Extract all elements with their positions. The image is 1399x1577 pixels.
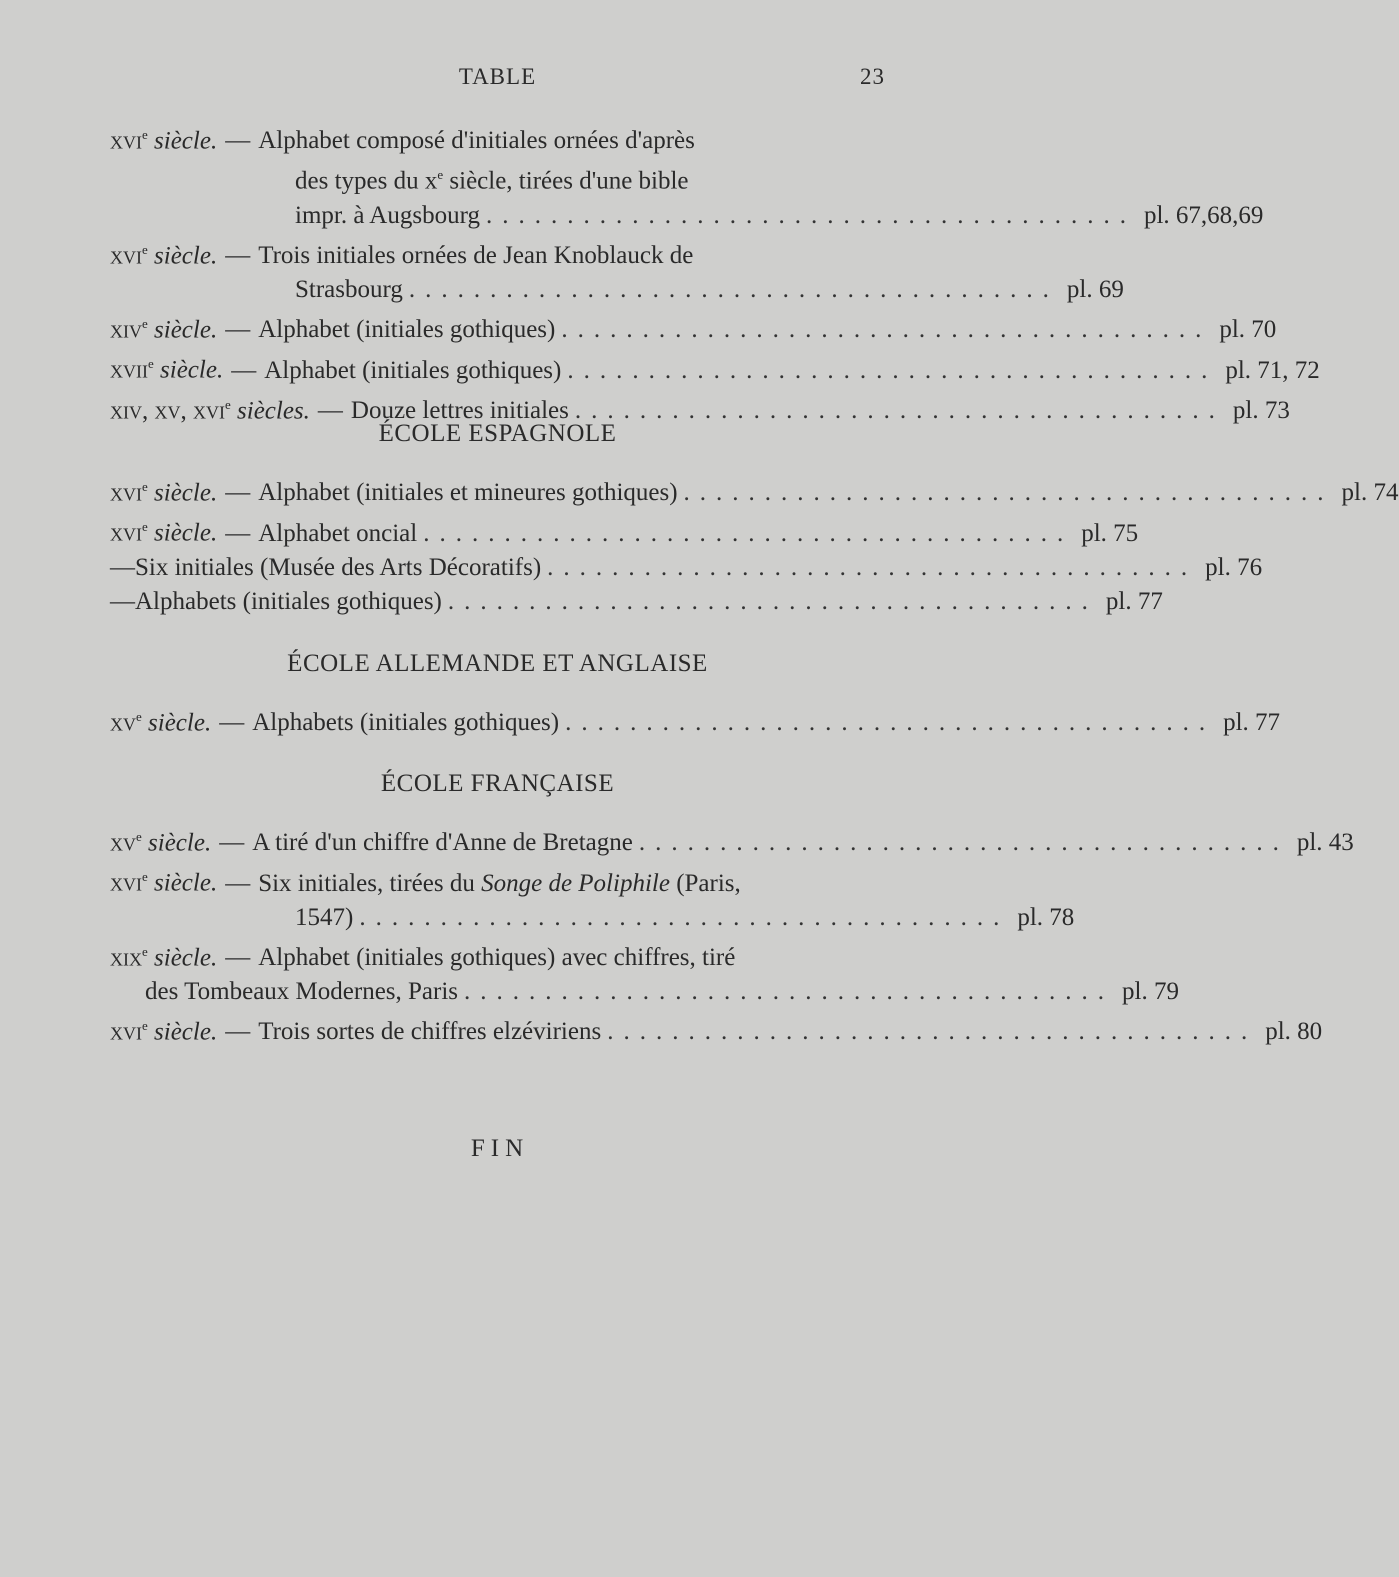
- century: xv: [110, 829, 136, 857]
- century: xvi: [110, 519, 142, 547]
- entry-text: Alphabet (initiales gothiques) avec chiffres, tiré: [258, 943, 736, 971]
- toc-entry: [110, 1009, 1323, 1049]
- century-sup: e: [142, 1017, 148, 1033]
- century: xvi: [110, 127, 142, 155]
- entry-text: Strasbourg: [295, 275, 403, 303]
- toc-entry: [110, 510, 1139, 550]
- century-sup: e: [148, 356, 154, 372]
- leader-dots: ........................................: [574, 396, 1225, 424]
- leader-dots: ........................................: [565, 709, 1216, 737]
- leader-dots: ........................................: [607, 1018, 1258, 1046]
- leader-dots: ........................................: [683, 479, 1334, 507]
- toc-entry: [110, 307, 1277, 347]
- em-dash: —: [225, 1018, 251, 1046]
- siecle-label: siècle.: [154, 943, 218, 971]
- toc-entry: [110, 233, 1124, 307]
- entry-text: Alphabet (initiales gothiques): [258, 316, 556, 344]
- em-dash: —: [225, 127, 251, 155]
- leader-dots: ........................................: [547, 553, 1198, 581]
- em-dash: —: [225, 519, 251, 547]
- century: xix: [110, 943, 142, 971]
- leader-dots: ........................................: [638, 829, 1289, 857]
- siecle-label: siècle.: [154, 1018, 218, 1046]
- em-dash: —: [219, 829, 245, 857]
- plate-ref: pl. 73: [1232, 396, 1290, 424]
- century: xiv, xv, xvi: [110, 396, 225, 424]
- book-title: Songe de Poliphile: [481, 869, 670, 897]
- ditto-dash: —: [110, 553, 135, 581]
- plate-ref: pl. 69: [1066, 275, 1124, 303]
- plate-ref: pl. 70: [1219, 316, 1277, 344]
- toc-entry: [110, 935, 1179, 1009]
- leader-dots: ........................................: [359, 903, 1010, 931]
- toc-entry: [110, 820, 1354, 860]
- plate-ref: pl. 74: [1341, 479, 1399, 507]
- entry-text: Alphabet composé d'initiales ornées d'après: [258, 127, 695, 155]
- century: xvii: [110, 356, 148, 384]
- toc-entry: [110, 347, 1320, 387]
- entry-text: des Tombeaux Modernes, Paris: [145, 977, 459, 1005]
- entry-text: Alphabets (initiales gothiques): [135, 587, 442, 615]
- page-number: 23: [860, 64, 885, 89]
- siecle-label: siècle.: [148, 709, 212, 737]
- page-header: [110, 64, 885, 94]
- ditto-dash: —: [110, 587, 135, 615]
- entry-text: des types du $x^e$ siècle, tirées d'une bible: [295, 167, 689, 195]
- entry-text: A tiré d'un chiffre d'Anne de Bretagne: [252, 829, 633, 857]
- entry-text: Alphabet (initiales et mineures gothiques): [258, 479, 678, 507]
- entry-text: Alphabet (initiales gothiques): [264, 356, 562, 384]
- em-dash: —: [225, 316, 251, 344]
- section-heading: ÉCOLE ALLEMANDE ET ANGLAISE: [287, 650, 708, 677]
- toc-entry: [110, 700, 1281, 740]
- entry-text: Alphabet oncial: [258, 519, 418, 547]
- toc-entry: [110, 118, 1264, 233]
- section-heading: ÉCOLE ESPAGNOLE: [378, 420, 617, 447]
- fin-label: FIN: [470, 1135, 530, 1162]
- siecle-label: siècle.: [160, 356, 224, 384]
- century-sup: e: [142, 519, 148, 535]
- siecle-label: siècles.: [237, 396, 310, 424]
- century-sup: e: [136, 829, 142, 844]
- leader-dots: ........................................: [567, 356, 1218, 384]
- century: xiv: [110, 316, 142, 344]
- plate-ref: pl. 77: [1223, 709, 1281, 737]
- entry-text: Alphabets (initiales gothiques): [252, 709, 560, 737]
- century-sup: e: [142, 127, 148, 142]
- plate-ref: pl. 78: [1017, 903, 1075, 931]
- siecle-label: siècle.: [154, 519, 218, 547]
- century-sup: e: [142, 943, 148, 959]
- century-sup: e: [142, 479, 148, 494]
- em-dash: —: [225, 241, 251, 269]
- leader-dots: ........................................: [464, 977, 1115, 1005]
- siecle-label: siècle.: [148, 829, 212, 857]
- section-continued: [110, 118, 1320, 428]
- plate-ref: pl. 75: [1081, 519, 1139, 547]
- em-dash: —: [317, 396, 343, 424]
- section-francaise: [110, 770, 1354, 1049]
- siecle-label: siècle.: [154, 479, 218, 507]
- siecle-label: siècle.: [154, 127, 218, 155]
- century-sup: e: [142, 241, 148, 257]
- toc-entry: [110, 860, 1075, 934]
- toc-entry: [110, 551, 1263, 585]
- century-sup: e: [142, 315, 148, 331]
- plate-ref: pl. 79: [1122, 977, 1179, 1005]
- section-allemande-anglaise: [110, 650, 1281, 740]
- century-sup: e: [142, 869, 148, 885]
- siecle-label: siècle.: [154, 869, 218, 897]
- section-heading: ÉCOLE FRANÇAISE: [380, 770, 615, 797]
- century: xvi: [110, 479, 142, 507]
- entry-text: 1547): [295, 903, 354, 931]
- plate-ref: pl. 67,68,69: [1143, 201, 1264, 229]
- toc-entry: [110, 585, 1163, 619]
- century: xvi: [110, 241, 142, 269]
- entry-text: Six initiales (Musée des Arts Décoratifs): [135, 553, 542, 581]
- em-dash: —: [219, 709, 245, 737]
- century: xv: [110, 709, 136, 737]
- leader-dots: ........................................: [447, 587, 1098, 615]
- century: xvi: [110, 1018, 142, 1046]
- century: xvi: [110, 869, 142, 897]
- entry-text: Trois initiales ornées de Jean Knoblauck de: [258, 241, 694, 269]
- em-dash: —: [231, 356, 257, 384]
- plate-ref: pl. 80: [1265, 1018, 1323, 1046]
- leader-dots: ........................................: [485, 201, 1136, 229]
- em-dash: —: [225, 479, 251, 507]
- toc-entry: [110, 470, 1399, 510]
- plate-ref: pl. 71, 72: [1225, 356, 1320, 384]
- section-espagnole: [110, 420, 1399, 619]
- running-title: TABLE: [458, 64, 537, 89]
- century-sup: e: [136, 709, 142, 724]
- entry-text: Six initiales, tirées du Songe de Poliphile (Paris,: [258, 869, 741, 897]
- siecle-label: siècle.: [154, 316, 218, 344]
- leader-dots: ........................................: [408, 275, 1059, 303]
- plate-ref: pl. 76: [1205, 553, 1263, 581]
- leader-dots: ........................................: [423, 519, 1074, 547]
- entry-text: Douze lettres initiales: [350, 396, 569, 424]
- century-sup: e: [224, 396, 231, 412]
- entry-text: Trois sortes de chiffres elzéviriens: [258, 1018, 602, 1046]
- em-dash: —: [225, 943, 251, 971]
- leader-dots: ........................................: [561, 316, 1212, 344]
- plate-ref: pl. 43: [1296, 829, 1354, 857]
- em-dash: —: [225, 869, 251, 897]
- siecle-label: siècle.: [154, 241, 218, 269]
- entry-text: impr. à Augsbourg: [295, 201, 480, 229]
- plate-ref: pl. 77: [1105, 587, 1163, 615]
